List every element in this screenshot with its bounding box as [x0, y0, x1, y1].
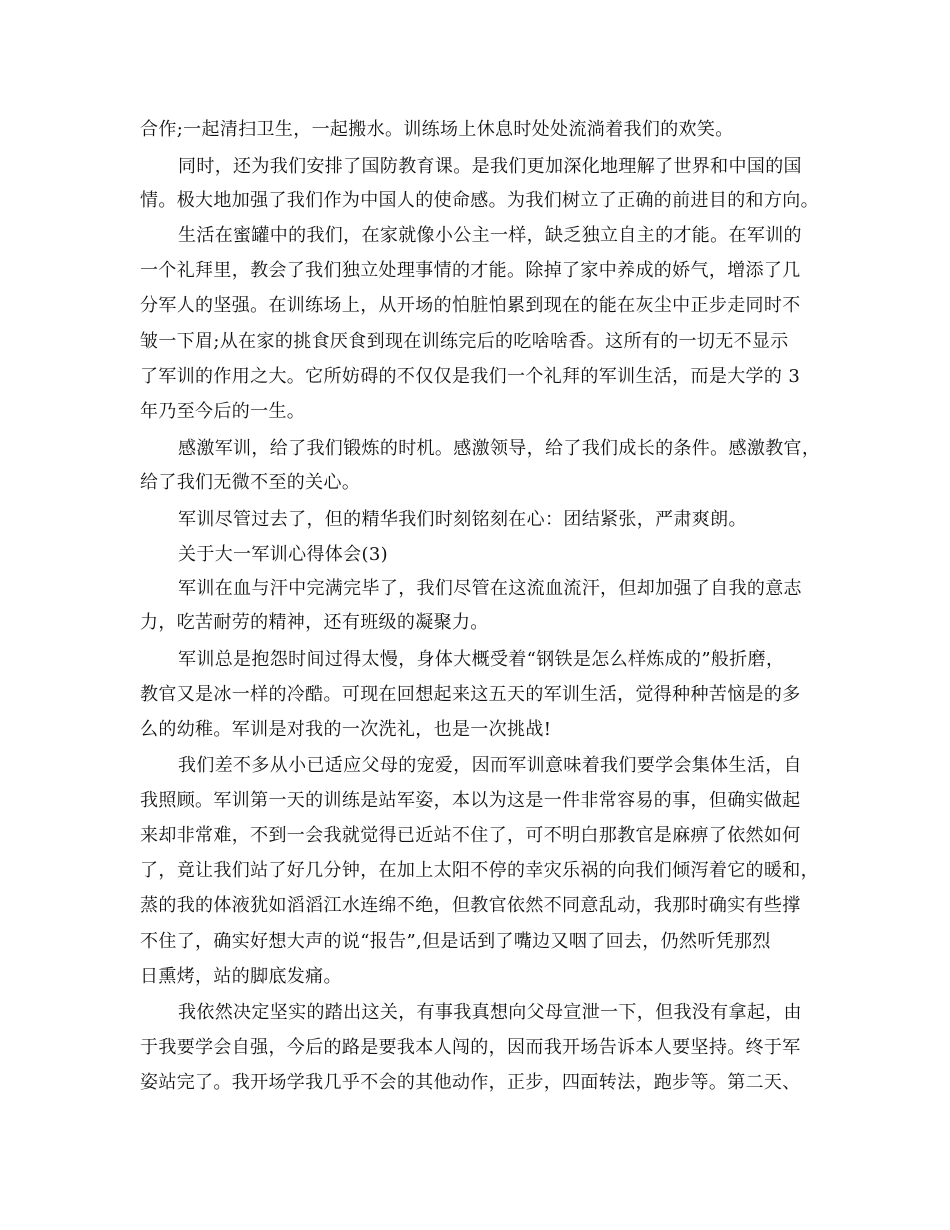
text-line: 么的幼稚。军训是对我的一次洗礼，也是一次挑战! — [140, 719, 552, 740]
text-line: 来却非常难，不到一会我就觉得已近站不住了，可不明白那教官是麻痹了依然如何 — [140, 825, 801, 846]
text-line: 了，竟让我们站了好几分钟，在加上太阳不停的幸灾乐祸的向我们倾泻着它的暖和， — [140, 860, 819, 881]
paragraph-line: 我依然决定坚实的踏出这关，有事我真想向父母宣泄一下，但我没有拿起，由 — [178, 1002, 802, 1023]
text-line: 蒸的我的体液犹如滔滔江水连绵不绝，但教官依然不同意乱动，我那时确实有些撑 — [140, 895, 801, 916]
text-line: 年乃至今后的一生。 — [140, 401, 306, 422]
paragraph-line: 生活在蜜罐中的我们，在家就像小公主一样，缺乏独立自主的才能。在军训的 — [178, 225, 802, 246]
paragraph-line: 感激军训，给了我们锻炼的时机。感激领导，给了我们成长的条件。感激教官， — [178, 438, 821, 459]
text-line: 了军训的作用之大。它所妨碍的不仅仅是我们一个礼拜的军训生活，而是大学的 3 — [140, 366, 801, 387]
section-heading: 关于大一军训心得体会(3) — [178, 544, 389, 565]
text-line: 我照顾。军训第一天的训练是站军姿，本以为这是一件非常容易的事，但确实做起 — [140, 790, 801, 811]
text-line: 不住了，确实好想大声的说“报告”,但是话到了嘴边又咽了回去，仍然听凭那烈 — [140, 931, 771, 952]
text-line: 分军人的坚强。在训练场上，从开场的怕脏怕累到现在的能在灰尘中正步走同时不 — [140, 295, 801, 316]
text-line: 一个礼拜里，教会了我们独立处理事情的才能。除掉了家中养成的娇气，增添了几 — [140, 260, 801, 281]
text-line: 教官又是冰一样的冷酷。可现在回想起来这五天的军训生活，觉得种种苦恼是的多 — [140, 684, 801, 705]
text-line: 于我要学会自强，今后的路是要我本人闯的，因而我开场告诉本人要坚持。终于军 — [140, 1037, 801, 1058]
paragraph-line: 军训在血与汗中完满完毕了，我们尽管在这流血流汗，但却加强了自我的意志 — [178, 578, 802, 599]
paragraph-line: 我们差不多从小已适应父母的宠爱，因而军训意味着我们要学会集体生活，自 — [178, 755, 802, 776]
paragraph-line: 军训尽管过去了，但的精华我们时刻铭刻在心：团结紧张，严肃爽朗。 — [178, 509, 747, 530]
text-line: 情。极大地加强了我们作为中国人的使命感。为我们树立了正确的前进目的和方向。 — [140, 190, 819, 211]
paragraph-line: 同时，还为我们安排了国防教育课。是我们更加深化地理解了世界和中国的国 — [178, 156, 802, 177]
text-line: 皱一下眉;从在家的挑食厌食到现在训练完后的吃啥啥香。这所有的一切无不显示 — [140, 331, 789, 352]
text-line: 日熏烤，站的脚底发痛。 — [140, 966, 342, 987]
paragraph-line: 军训总是抱怨时间过得太慢，身体大概受着“钢铁是怎么样炼成的”般折磨， — [178, 649, 785, 670]
text-line: 给了我们无微不至的关心。 — [140, 472, 361, 493]
text-line: 姿站完了。我开场学我几乎不会的其他动作，正步，四面转法，跑步等。第二天、 — [140, 1072, 801, 1093]
text-line: 合作;一起清扫卫生，一起搬水。训练场上休息时处处流淌着我们的欢笑。 — [140, 119, 734, 140]
text-line: 力，吃苦耐劳的精神，还有班级的凝聚力。 — [140, 612, 489, 633]
